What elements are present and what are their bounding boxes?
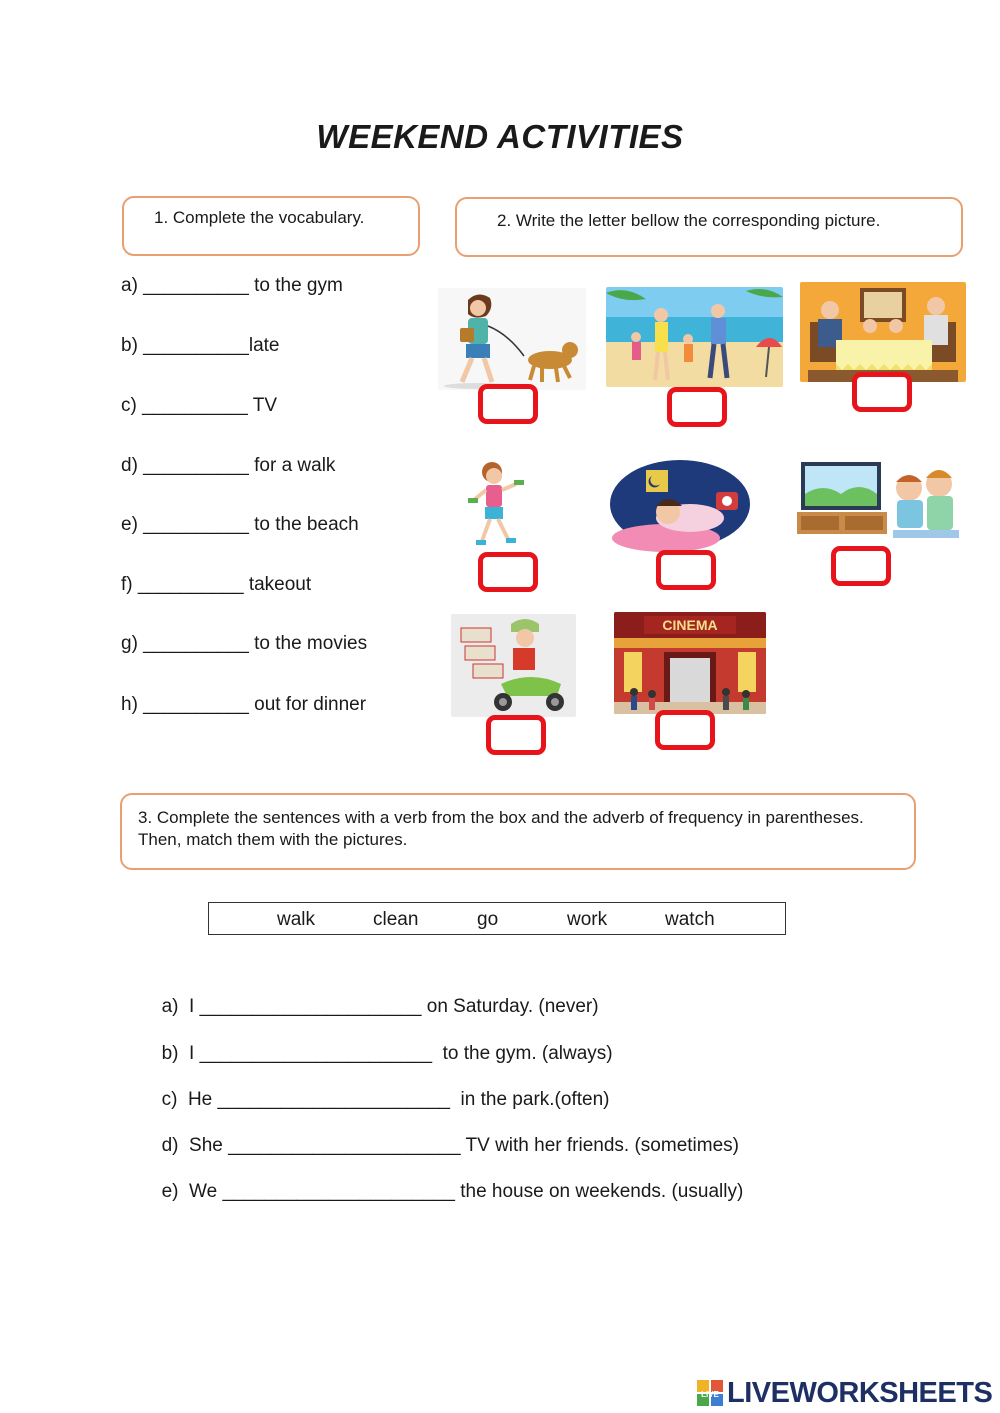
sleep-late-picture [606,458,752,554]
logo-badge-text: LIVE [701,1390,719,1399]
vocab-item-a: a) __________ to the gym [121,275,343,296]
sentence-b [151,1021,613,1065]
sentences-instruction-box [120,793,916,870]
verb-clean: clean [373,909,419,930]
sentence-c [151,1067,609,1111]
walk-dog-picture [438,288,586,390]
sentence-text: We ______________________ the house on weekends. (usually) [189,1181,744,1202]
page-title: WEEKEND ACTIVITIES [316,118,684,155]
picture-instruction-box [455,197,963,257]
sentences-instruction: 3. Complete the sentences with a verb from the box and the adverb of frequency in parentheses. Then, match them with the pictures. [138,808,864,849]
answer-box-cinema[interactable] [655,710,715,750]
verb-go: go [477,909,499,930]
logo-badge-icon [697,1380,723,1406]
vocab-item-f: f) __________ takeout [121,574,312,595]
vocab-item-e: e) __________ to the beach [121,514,359,535]
dinner-picture [800,282,966,382]
sentence-letter: b) [161,1043,179,1064]
answer-box-sleep-late[interactable] [656,550,716,590]
sentence-letter: a) [161,996,179,1017]
answer-box-gym[interactable] [478,552,538,592]
vocab-item-d: d) __________ for a walk [121,455,336,476]
vocab-item-c: c) __________ TV [121,395,277,416]
vocabulary-instruction-box [122,196,420,256]
sentence-letter: c) [161,1089,178,1110]
cinema-sign: CINEMA [662,617,718,633]
vocab-item-h: h) __________ out for dinner [121,694,367,715]
answer-box-watch-tv[interactable] [831,546,891,586]
sentence-e [151,1159,743,1203]
gym-picture [460,458,535,550]
watch-tv-picture [797,460,963,545]
vocab-item-b: b) __________late [121,335,280,356]
logo-text: LIVEWORKSHEETS [727,1376,993,1409]
sentence-a [151,974,599,1018]
liveworksheets-logo [697,1376,992,1410]
sentence-text: I _____________________ on Saturday. (never) [189,996,599,1017]
verb-work: work [567,909,608,930]
picture-instruction: 2. Write the letter bellow the corresponding picture. [497,211,881,230]
answer-box-walk-dog[interactable] [478,384,538,424]
verb-watch: watch [665,909,715,930]
vocab-item-g: g) __________ to the movies [121,633,368,654]
sentence-letter: e) [161,1181,179,1202]
answer-box-dinner[interactable] [852,372,912,412]
verb-walk: walk [277,909,316,930]
sentence-d [151,1113,739,1157]
beach-picture [606,287,783,387]
sentence-letter: d) [161,1135,179,1156]
answer-box-takeout[interactable] [486,715,546,755]
sentence-text: He ______________________ in the park.(often) [187,1089,610,1110]
sentence-text: I ______________________ to the gym. (always) [189,1043,613,1064]
takeout-picture [451,614,576,717]
sentence-text: She ______________________ TV with her friends. (sometimes) [189,1135,739,1156]
vocabulary-instruction: 1. Complete the vocabulary. [154,208,365,227]
answer-box-beach[interactable] [667,387,727,427]
cinema-picture [614,612,766,714]
